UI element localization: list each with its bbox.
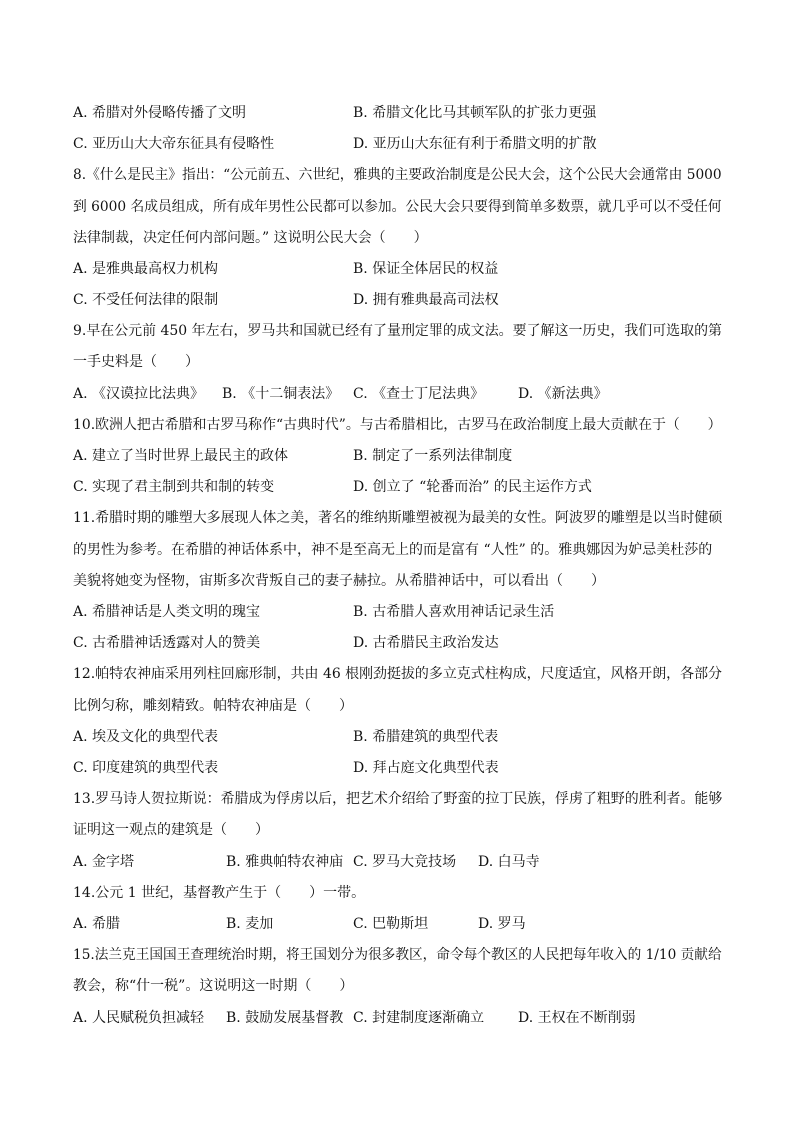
q7-option-b: B. 希腊文化比马其顿军队的扩张力更强 — [353, 105, 597, 121]
q15-option-b: B. 鼓励发展基督教 — [226, 1010, 344, 1026]
q11-option-a: A. 希腊神话是人类文明的瑰宝 — [73, 604, 261, 620]
q12-option-a: A. 埃及文化的典型代表 — [73, 729, 219, 745]
q10-option-d: D. 创立了 “轮番而治” 的民主运作方式 — [353, 479, 592, 495]
q10-option-a: A. 建立了当时世界上最民主的政体 — [73, 448, 289, 464]
q8-option-b: B. 保证全体居民的权益 — [353, 261, 499, 277]
q12-option-d: D. 拜占庭文化典型代表 — [353, 760, 499, 776]
q13-option-c: C. 罗马大竞技场 — [353, 854, 457, 870]
q15-stem-line-2: 教会，称“什一税”。这说明这一时期（ ） — [73, 978, 354, 994]
q14-option-a: A. 希腊 — [73, 916, 121, 932]
q8-option-d: D. 拥有雅典最高司法权 — [353, 292, 499, 308]
q7-option-a: A. 希腊对外侵略传播了文明 — [73, 105, 247, 121]
q11-stem-line-1: 11.希腊时期的雕塑大多展现人体之美，著名的维纳斯雕塑被视为最美的女性。阿波罗的雕塑是以当时健硕 — [73, 510, 723, 526]
q7-option-c: C. 亚历山大大帝东征具有侵略性 — [73, 136, 275, 152]
q14-option-c: C. 巴勒斯坦 — [353, 916, 429, 932]
q13-stem-line-2: 证明这一观点的建筑是（ ） — [73, 822, 269, 838]
q12-option-c: C. 印度建筑的典型代表 — [73, 760, 219, 776]
q13-option-a: A. 金字塔 — [73, 854, 135, 870]
q14-option-d: D. 罗马 — [478, 916, 526, 932]
q9-option-c: C. 《查士丁尼法典》 — [353, 386, 485, 402]
q8-option-a: A. 是雅典最高权力机构 — [73, 261, 219, 277]
q12-stem-line-2: 比例匀称，雕刻精致。帕特农神庙是（ ） — [73, 698, 353, 714]
q8-option-c: C. 不受任何法律的限制 — [73, 292, 219, 308]
q11-option-c: C. 古希腊神话透露对人的赞美 — [73, 635, 261, 651]
q13-stem-line-1: 13.罗马诗人贺拉斯说：希腊成为俘虏以后，把艺术介绍给了野蛮的拉丁民族，俘虏了粗野的胜利者。能够 — [73, 791, 723, 807]
q11-stem-line-2: 的男性为参考。在希腊的神话体系中，神不是至高无上的而是富有 “人性” 的。雅典娜因为妒忌美杜莎的 — [73, 542, 713, 558]
q8-stem-line-3: 法律制裁，决定任何内部问题。” 这说明公民大会（ ） — [73, 230, 428, 246]
q8-stem-line-2: 到 6000 名成员组成，所有成年男性公民都可以参加。公民大会只要得到简单多数票，就几乎可以不受任何 — [73, 199, 722, 215]
q13-option-d: D. 白马寺 — [478, 854, 540, 870]
q10-stem-line-1: 10.欧洲人把古希腊和古罗马称作“古典时代”。与古希腊相比，古罗马在政治制度上最大贡献在于（ ） — [73, 417, 722, 433]
q7-option-d: D. 亚历山大东征有利于希腊文明的扩散 — [353, 136, 597, 152]
q10-option-b: B. 制定了一系列法律制度 — [353, 448, 513, 464]
q9-option-b: B. 《十二铜表法》 — [222, 386, 340, 402]
q12-stem-line-1: 12.帕特农神庙采用列柱回廊形制，共由 46 根刚劲挺拔的多立克式柱构成，尺度适宜，风格开朗，各部分 — [73, 666, 722, 682]
q9-stem-line-1: 9.早在公元前 450 年左右，罗马共和国就已经有了量刑定罪的成文法。要了解这一历史，我们可选取的第 — [73, 323, 722, 339]
q9-option-a: A. 《汉谟拉比法典》 — [73, 386, 205, 402]
q15-option-d: D. 王权在不断削弱 — [518, 1010, 636, 1026]
q11-option-b: B. 古希腊人喜欢用神话记录生活 — [353, 604, 555, 620]
q9-stem-line-2: 一手史料是（ ） — [73, 354, 199, 370]
q11-stem-line-3: 美貌将她变为怪物，宙斯多次背叛自己的妻子赫拉。从希腊神话中，可以看出（ ） — [73, 573, 605, 589]
q14-option-b: B. 麦加 — [226, 916, 274, 932]
q13-option-b: B. 雅典帕特农神庙 — [226, 854, 344, 870]
q9-option-d: D. 《新法典》 — [518, 386, 608, 402]
q11-option-d: D. 古希腊民主政治发达 — [353, 635, 499, 651]
q15-option-c: C. 封建制度逐渐确立 — [353, 1010, 485, 1026]
q14-stem-line-1: 14.公元 1 世纪，基督教产生于（ ）一带。 — [73, 885, 366, 901]
q15-option-a: A. 人民赋税负担减轻 — [73, 1010, 205, 1026]
q10-option-c: C. 实现了君主制到共和制的转变 — [73, 479, 275, 495]
q12-option-b: B. 希腊建筑的典型代表 — [353, 729, 499, 745]
q15-stem-line-1: 15.法兰克王国国王查理统治时期，将王国划分为很多教区，命令每个教区的人民把每年收入的 1/10 贡献给 — [73, 947, 722, 963]
q8-stem-line-1: 8.《什么是民主》指出：“公元前五、六世纪，雅典的主要政治制度是公民大会，这个公民大会通常由 5000 — [73, 167, 722, 183]
